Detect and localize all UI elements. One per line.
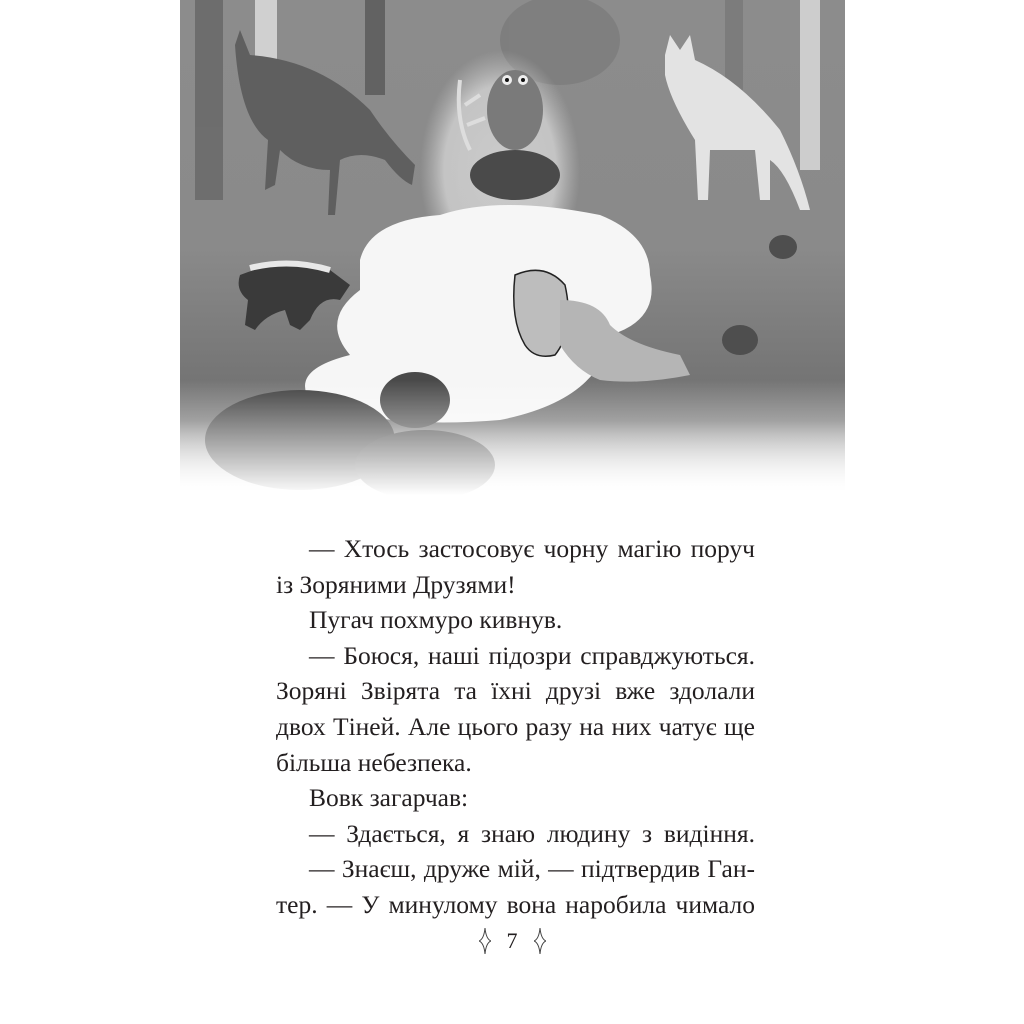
text-line: — Знаєш, друже мій, — підтвердив Ган- — [309, 854, 755, 884]
star-ornament-icon — [479, 928, 491, 954]
star-ornament-icon — [534, 928, 546, 954]
chapter-illustration — [180, 0, 845, 495]
text-line: більша небезпека. — [276, 747, 472, 777]
text-line: двох Тіней. Але цього разу на них чатує ще — [276, 711, 755, 741]
page-number: 7 — [506, 928, 518, 953]
page-footer — [0, 928, 1024, 954]
text-line: Пугач похмуро кивнув. — [309, 605, 563, 635]
text-line: Зоряні Звірята та їхні друзі вже здолали — [276, 676, 755, 706]
body-text — [276, 531, 755, 923]
text-line: — Боюся, наші підозри справджуються. — [309, 640, 755, 670]
forest-scene-image — [180, 0, 845, 495]
text-line: із Зоряними Друзями! — [276, 569, 516, 599]
text-line: — Хтось застосовує чорну магію поруч — [309, 534, 755, 563]
text-line: Вовк загарчав: — [309, 783, 469, 813]
text-line: тер. — У минулому вона наробила чимало — [276, 889, 755, 919]
text-line: — Здається, я знаю людину з видіння. — [309, 818, 755, 848]
